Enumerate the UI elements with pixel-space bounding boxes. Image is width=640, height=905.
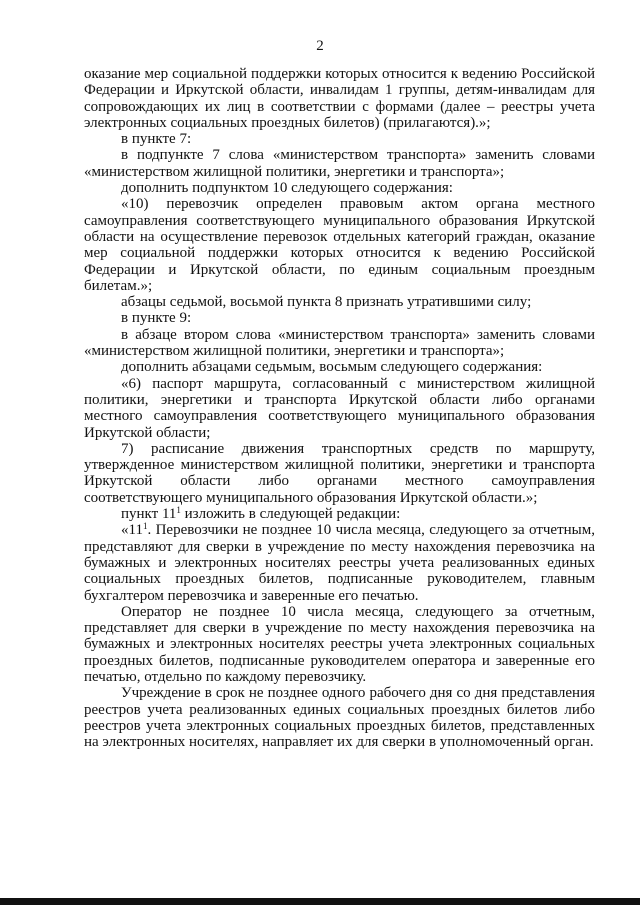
paragraph-14: Оператор не позднее 10 числа месяца, следующего за отчетным, представляет для сверки в учреждение по месту нахождения перевозчика на бумажных и электронных носителях реестры учета электронных социальных проездных билетов, подписанные руководителем оператора и заверенные его печатью, отдельно по каждому перевозчику. bbox=[84, 603, 595, 685]
superscript-index: 1 bbox=[176, 505, 181, 516]
page-number: 2 bbox=[316, 38, 324, 54]
bottom-scan-edge bbox=[0, 898, 640, 905]
paragraph-7: в пункте 9: bbox=[121, 310, 192, 327]
paragraph-4: дополнить подпунктом 10 следующего содержания: bbox=[121, 180, 453, 197]
paragraph-11: 7) расписание движения транспортных средств по маршруту, утвержденное министерством жилищной политики, энергетики и транспорта Иркутской области либо органами местного самоуправления соответствующего муниципального образования Иркутской области.»; bbox=[84, 440, 595, 506]
paragraph-9: дополнить абзацами седьмым, восьмым следующего содержания: bbox=[121, 359, 543, 376]
superscript-index: 1 bbox=[142, 521, 148, 532]
document-body bbox=[84, 66, 595, 750]
paragraph-13-tail: . Перевозчики не позднее 10 числа месяца, следующего за отчетным, представляют для сверки в учреждение по месту нахождения перевозчика на бумажных и электронных носителях реестры учета реализованных единых социальных проездных билетов, подписанные руководителем, главным бухгалтером перевозчика и заверенные его печатью. bbox=[84, 522, 595, 604]
paragraph-12 bbox=[84, 506, 595, 522]
paragraph-5: «10) перевозчик определен правовым актом органа местного самоуправления соответствующего муниципального образования Иркутской области на осуществление перевозок отдельных категорий граждан, оказание мер социальной поддержки которых относится к ведению Российской Федерации и Иркутской области, по единым социальным проездным билетам.»; bbox=[84, 196, 595, 294]
paragraph-2: в пункте 7: bbox=[121, 131, 192, 148]
paragraph-6: абзацы седьмой, восьмой пункта 8 признать утратившими силу; bbox=[121, 294, 532, 311]
paragraph-13 bbox=[84, 522, 595, 603]
paragraph-12-lead: пункт 11 bbox=[121, 506, 177, 523]
paragraph-3: в подпункте 7 слова «министерством транспорта» заменить словами «министерством жилищной политики, энергетики и транспорта»; bbox=[84, 147, 595, 180]
paragraph-13-lead: «11 bbox=[121, 522, 143, 539]
paragraph-8: в абзаце втором слова «министерством транспорта» заменить словами «министерством жилищной политики, энергетики и транспорта»; bbox=[84, 326, 595, 360]
paragraph-1: оказание мер социальной поддержки которых относится к ведению Российской Федерации и Иркутской области, инвалидам 1 группы, детям-инвалидам для сопровождающих их лиц в соответствии с формами (далее – реестры учета электронных социальных проездных билетов) (прилагаются).»; bbox=[84, 66, 595, 131]
paragraph-10: «6) паспорт маршрута, согласованный с министерством жилищной политики, энергетики и транспорта Иркутской области либо органами местного самоуправления соответствующего муниципального образования Иркутской области; bbox=[84, 375, 595, 441]
paragraph-12-tail: изложить в следующей редакции: bbox=[180, 506, 401, 523]
paragraph-15: Учреждение в срок не позднее одного рабочего дня со дня представления реестров учета реализованных единых социальных проездных билетов либо реестров учета электронных социальных проездных билетов, представленных на электронных носителях, направляет их для сверки в уполномоченный орган. bbox=[84, 685, 595, 751]
